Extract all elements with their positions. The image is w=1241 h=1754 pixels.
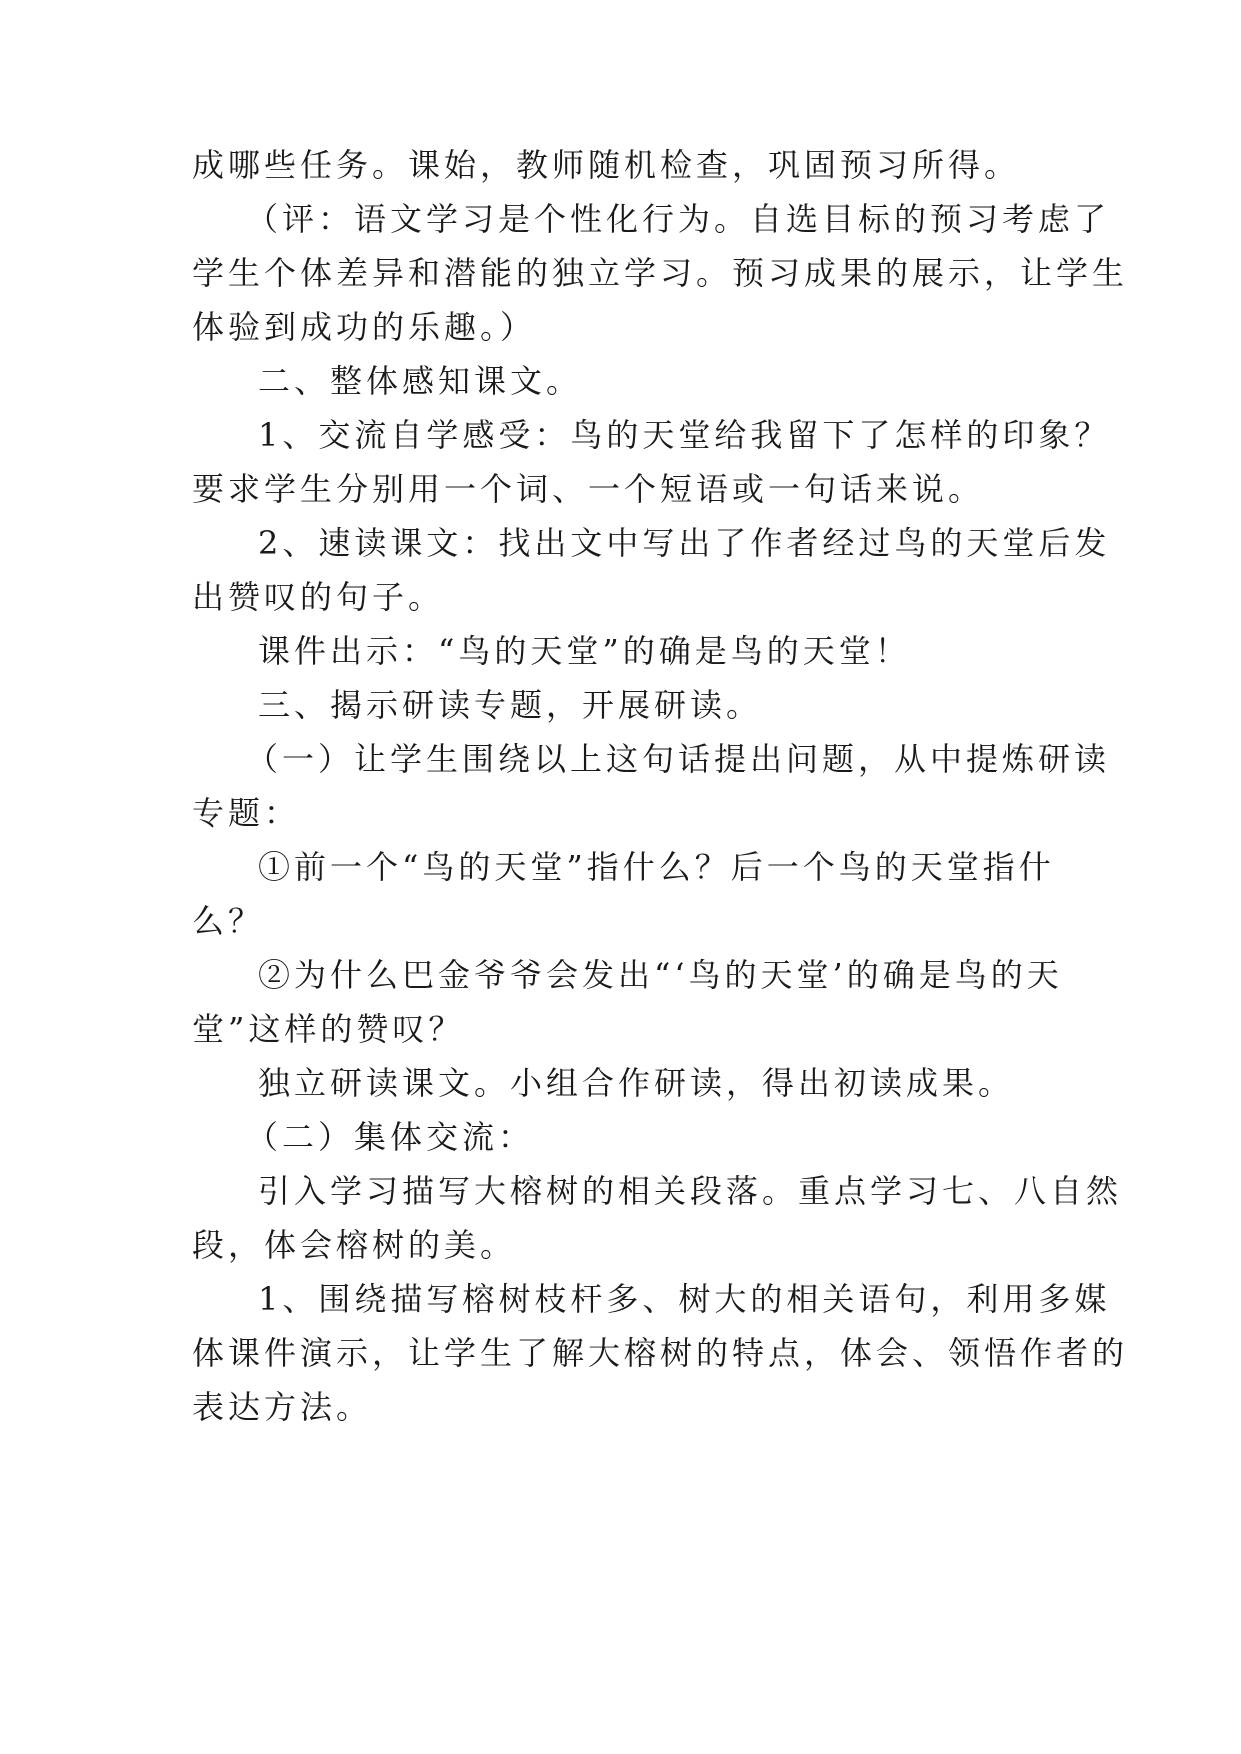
text-line: （评：语文学习是个性化行为。自选目标的预习考虑了	[246, 200, 1111, 238]
text-line: 独立研读课文。小组合作研读，得出初读成果。	[258, 1064, 1015, 1102]
text-line: 引入学习描写大榕树的相关段落。重点学习七、八自然	[258, 1172, 1123, 1210]
text-line: （二）集体交流：	[246, 1118, 535, 1156]
section-heading: 二、整体感知课文。	[258, 362, 583, 400]
section-heading: 三、揭示研读专题，开展研读。	[258, 686, 763, 724]
text-line: 学生个体差异和潜能的独立学习。预习成果的展示，让学生	[192, 254, 1129, 292]
text-line: 体课件演示，让学生了解大榕树的特点，体会、领悟作者的	[192, 1334, 1129, 1372]
text-line: 么？	[192, 902, 265, 940]
text-line: ②为什么巴金爷爷会发出“‘鸟的天堂’的确是鸟的天	[258, 956, 1063, 994]
text-line: 表达方法。	[192, 1388, 373, 1426]
text-line: 专题：	[192, 794, 301, 832]
text-line: 体验到成功的乐趣。）	[192, 308, 537, 346]
text-line: 1、围绕描写榕树枝杆多、树大的相关语句，利用多媒	[258, 1280, 1111, 1318]
text-line: 2、速读课文：找出文中写出了作者经过鸟的天堂后发	[258, 524, 1111, 562]
text-line: 段，体会榕树的美。	[192, 1226, 517, 1264]
text-line: （一）让学生围绕以上这句话提出问题，从中提炼研读	[246, 740, 1111, 778]
text-line: 要求学生分别用一个词、一个短语或一句话来说。	[192, 470, 985, 508]
text-line: 出赞叹的句子。	[192, 578, 445, 616]
text-line: ①前一个“鸟的天堂”指什么？后一个鸟的天堂指什	[258, 848, 1055, 886]
text-line: 堂”这样的赞叹？	[192, 1010, 465, 1048]
text-line: 成哪些任务。课始，教师随机检查，巩固预习所得。	[192, 146, 1021, 184]
text-line: 1、交流自学感受：鸟的天堂给我留下了怎样的印象？	[258, 416, 1111, 454]
text-line: 课件出示：“鸟的天堂”的确是鸟的天堂！	[258, 632, 911, 670]
